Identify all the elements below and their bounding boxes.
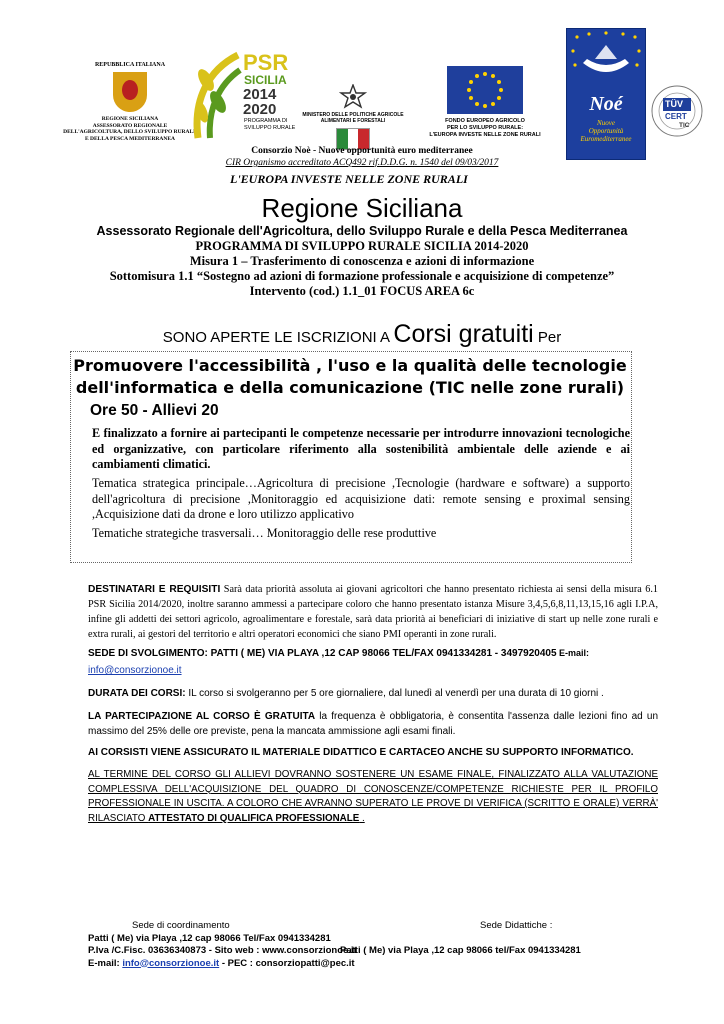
psr-year-end: 2020 xyxy=(243,101,277,118)
noe-logo xyxy=(566,28,646,160)
coord-title: Sede di coordinamento xyxy=(132,920,230,931)
eu-feasr-logo xyxy=(415,66,555,139)
emblem-icon xyxy=(339,84,367,110)
noe-ark-icon xyxy=(567,29,645,91)
materiale-didattico: AI CORSISTI VIENE ASSICURATO IL MATERIALE DIDATTICO E CARTACEO ANCHE SU SUPPORTO INFORMATICO. xyxy=(88,747,634,758)
europa-tagline: L'EUROPA INVESTE NELLE ZONE RURALI xyxy=(230,172,468,186)
tuv-label: TÜV xyxy=(665,99,683,109)
destinatari-label: DESTINATARI E REQUISITI xyxy=(88,584,221,595)
tematica-principale: Tematica strategica principale…Agricoltura di precisione ,Tecnologie (hardware e software) a supporto dell'agricoltura di precisione ,Monitoraggio ed acquisizione dati: remote sensing e proximal sensing ,Acquisizione dati da drone e loro utilizzo applicativo xyxy=(92,476,630,521)
termine-paragraph: AL TERMINE DEL CORSO GLI ALLIEVI DOVRANNO SOSTENERE UN ESAME FINALE, FINALIZZATO ALLA VALUTAZIONE COMPLESSIVA DELL'ACQUISIZIONE DEL QUADRO DI CONOSCENZE/COMPETENZE RICHIESTE PER IL PROFILO PROFESSIONALE IN USCITA. A COLORO CHE AVRANNO SUPERATO LE PROVE DI VERIFICA (SCRITTO E ORALE) VERRÀ' RILASCIATO ATTESTATO DI QUALIFICA PROFESSIONALE . xyxy=(88,769,658,824)
tematiche-trasversali: Tematiche strategiche trasversali… Monitoraggio delle rese produttive xyxy=(92,526,437,540)
sottomisura-line: Sottomisura 1.1 “Sostegno ad azioni di formazione professionale e acquisizione di competenze” xyxy=(109,269,615,283)
iscrizioni-banner xyxy=(0,320,724,349)
psr-sicilia: SICILIA xyxy=(244,73,287,87)
intervento-line: Intervento (cod.) 1.1_01 FOCUS AREA 6c xyxy=(249,284,475,298)
course-description: E finalizzato a fornire ai partecipanti le competenze necessarie per introdurre innovazioni tecnologiche ed organizzative, con particolare riferimento alla sostenibilità ambientale delle aziende e ai cambiamenti climatici. xyxy=(92,426,630,471)
banner-post: Per xyxy=(533,329,562,346)
tuv-seal-icon xyxy=(650,84,704,138)
programma-line: PROGRAMMA DI SVILUPPO RURALE SICILIA 2014-2020 xyxy=(195,239,529,253)
didattiche-title: Sede Didattiche : xyxy=(480,920,553,931)
tuv-cert-label: CERT xyxy=(665,112,687,121)
trinacria-shield-icon xyxy=(113,72,147,112)
cir-accreditation: CIR Organismo accreditato ACQ492 rif.D.D.G. n. 1540 del 09/03/2017 xyxy=(225,158,499,168)
partecipazione-text: la frequenza è obbligatoria, è consentita l'assenza dalle lezioni fino ad un massimo del 25% delle ore previste, pena la mancata ammissione agli esami finali. xyxy=(88,711,659,737)
destinatari-paragraph xyxy=(88,582,658,642)
coord-address: Patti ( Me) via Playa ,12 cap 98066 Tel/Fax 0941334281 xyxy=(88,932,331,944)
banner-corsi-gratuiti: Corsi gratuiti xyxy=(393,320,534,348)
sede-email-link[interactable]: info@consorzionoe.it xyxy=(88,665,182,676)
durata-text: IL corso si svolgeranno per 5 ore giornaliere, dal lunedì al venerdì per una durata di 10 giorni . xyxy=(185,688,604,699)
regione-title: Regione Siciliana xyxy=(261,193,463,223)
coord-email-label: E-mail: xyxy=(88,957,123,969)
footer-didattiche xyxy=(340,920,581,957)
psr-subtitle: PROGRAMMA DI SVILUPPO RURALE xyxy=(244,118,296,131)
repubblica-italiana-label: REPUBBLICA ITALIANA xyxy=(94,62,166,68)
assessorato-line: Assessorato Regionale dell'Agricoltura, dello Sviluppo Rurale e della Pesca Mediterranea xyxy=(96,224,628,238)
mipaaf-logo xyxy=(298,84,408,150)
ore-allievi: Ore 50 - Allievi 20 xyxy=(90,402,219,419)
course-title-line1: Promuovere l'accessibilità , l'uso e la qualità delle tecnologie xyxy=(73,356,627,375)
regione-logo-subtitle: REGIONE SICILIANA ASSESSORATO REGIONALE DELL'AGRICOLTURA, DELLO SVILUPPO RURALE E DELLA PESCA MEDITERRANEA xyxy=(63,116,197,142)
partecipazione-paragraph xyxy=(88,709,658,739)
coord-pec: - PEC : consorziopatti@pec.it xyxy=(219,957,355,969)
tuv-tic-label: TIC xyxy=(679,122,690,129)
eu-flag-icon xyxy=(447,66,523,114)
noe-subtitle: Nuove Opportunità Euromediterranee xyxy=(580,119,632,143)
coord-email-link[interactable]: info@consorzionoe.it xyxy=(122,957,220,969)
psr-year-start: 2014 xyxy=(243,86,277,103)
noe-name: Noé xyxy=(589,93,623,115)
durata-paragraph xyxy=(88,686,658,701)
misura-line: Misura 1 – Trasferimento di conoscenza e azioni di informazione xyxy=(189,254,535,268)
termine-text: AL TERMINE DEL CORSO GLI ALLIEVI DOVRANNO SOSTENERE UN ESAME FINALE, FINALIZZATO ALLA VALUTAZIONE COMPLESSIVA DELL'ACQUISIZIONE DEL QUADRO DI CONOSCENZE/COMPETENZE RICHIESTE PER IL PROFILO PROFESSIONALE IN USCITA. A COLORO CHE AVRANNO SUPERATO LE PROVE DI VERIFICA (SCRITTO E ORALE) VERRÀ' RILASCIATO xyxy=(88,769,658,824)
eu-feasr-label: FONDO EUROPEO AGRICOLO PER LO SVILUPPO RURALE: L'EUROPA INVESTE NELLE ZONE RURALI xyxy=(429,118,541,138)
didattiche-address: Patti ( Me) via Playa ,12 cap 98066 tel/Fax 0941334281 xyxy=(340,944,581,956)
psr-sicilia-logo xyxy=(188,50,303,142)
destinatari-text: Sarà data priorità assoluta ai giovani agricoltori che hanno presentato richiesta ai sensi della misura 6.1 PSR Sicilia 2014/2020, inoltre saranno ammessi a partecipare coloro che hanno presentato istanza Misure 3,4,5,6,8,11,13,15,16 agli I.P.A, infine gli addetti dei settori agricolo, agroalimentare e forestale, sarà data priorità ai beneficiari di iniziative di start up nelle zone rurali e extra rurali, ai gestori del territorio e altri operatori economici che siano PMI operanti in zone rurali. xyxy=(88,584,659,640)
sede-paragraph xyxy=(88,645,658,679)
durata-label: DURATA DEI CORSI: xyxy=(88,688,186,699)
footer-coordinamento xyxy=(88,920,357,970)
partecipazione-label: LA PARTECIPAZIONE AL CORSO È GRATUITA xyxy=(88,711,316,722)
consorzio-name: Consorzio Noè - Nuove opportunità euro mediterranee xyxy=(251,146,473,156)
attestato-label: ATTESTATO DI QUALIFICA PROFESSIONALE xyxy=(148,812,360,824)
mipaaf-label: MINISTERO DELLE POLITICHE AGRICOLE ALIMENTARI E FORESTALI xyxy=(302,112,404,124)
tuv-cert-logo xyxy=(650,84,704,138)
banner-pre: SONO APERTE LE ISCRIZIONI A xyxy=(162,329,394,346)
psr-title: PSR xyxy=(243,50,289,75)
sede-email-label: E-mail: xyxy=(556,648,590,658)
course-title-line2: dell'informatica e della comunicazione (TIC nelle zone rurali) xyxy=(75,378,625,397)
coord-contacts xyxy=(88,958,357,971)
coord-piva: P.Iva /C.Fisc. 03636340873 - Sito web : www.consorzionoe.it xyxy=(88,945,357,956)
sede-label: SEDE DI SVOLGIMENTO: PATTI ( ME) VIA PLAYA ,12 CAP 98066 TEL/FAX 0941334281 - 3497920405 xyxy=(88,648,557,659)
